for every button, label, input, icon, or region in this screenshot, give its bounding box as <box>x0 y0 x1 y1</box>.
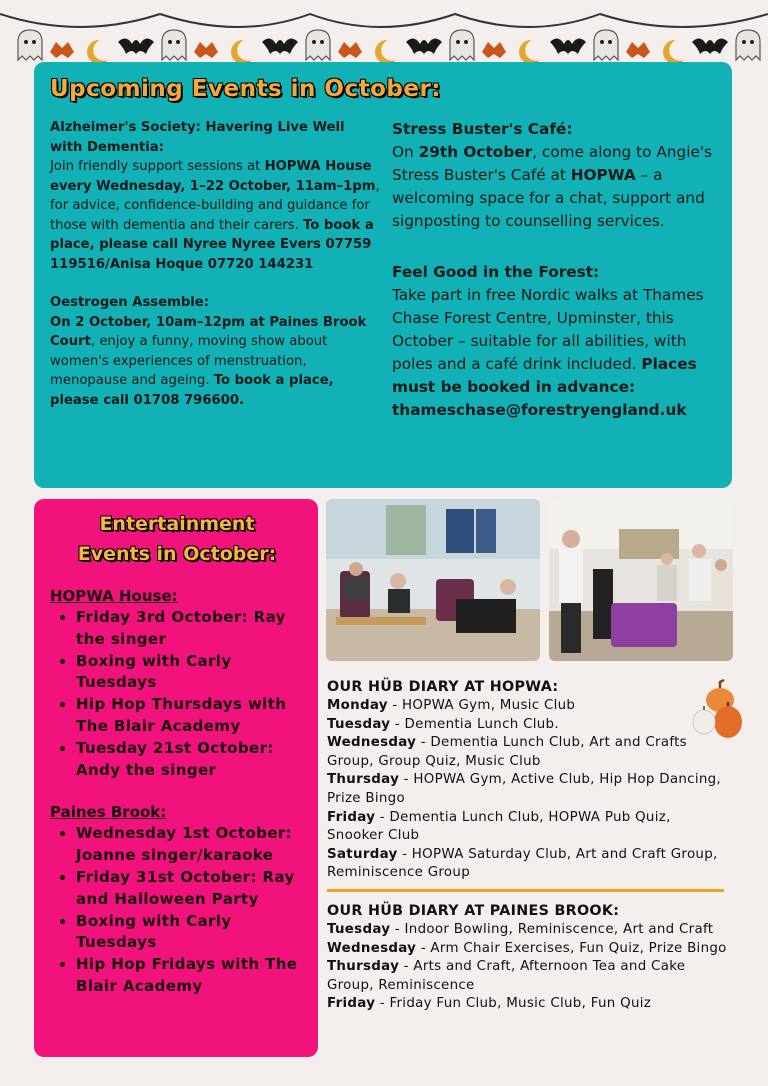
diary-paines-brook <box>327 903 727 1014</box>
list-item-text: Hip Hop Thursdays with The Blair Academy <box>76 695 287 735</box>
event-text: , for advice, confidence-building and guidance for those with dementia and their carers. <box>50 178 380 233</box>
list-item-text: Friday 31st October: Ray and Halloween Party <box>76 867 295 908</box>
diary-activities: - Arm Chair Exercises, Fun Quiz, Prize Bingo <box>416 940 727 956</box>
event-heading: Stress Buster's Café: <box>392 120 573 138</box>
ghost-icon <box>306 30 330 60</box>
diary-day: Friday <box>327 996 376 1012</box>
diary-row <box>327 940 727 959</box>
moon-icon <box>231 40 252 64</box>
moon-icon <box>663 40 684 64</box>
diary-activities: - Indoor Bowling, Reminiscence, Art and Craft <box>390 922 714 937</box>
leaf-icon <box>50 42 74 58</box>
diary-hopwa <box>327 679 727 883</box>
diary-row <box>327 921 727 940</box>
venue-paines-brook: Paines Brook: <box>50 803 167 822</box>
leaf-icon <box>338 42 362 58</box>
diary-day: Tuesday <box>327 922 391 937</box>
diary-row <box>327 958 727 995</box>
diary-activities: - Dementia Lunch Club, HOPWA Pub Quiz, Snooker Club <box>327 809 671 844</box>
list-item <box>76 738 304 782</box>
section-divider <box>327 889 724 892</box>
list-item <box>76 911 304 955</box>
list-item-text: Boxing with Carly Tuesdays <box>76 911 232 952</box>
upcoming-left-column <box>50 118 380 429</box>
diary-row <box>327 771 727 808</box>
event-feel-good-forest <box>392 261 722 422</box>
event-booking: To book a place, please call Nyree Nyree Evers 07759 119516/Anisa Hoque 07720 144231 <box>50 217 374 272</box>
event-text-bold: HOPWA House every Wednesday, 1–22 October, 11am–1pm <box>50 159 376 194</box>
entertainment-title-line1: Entertainment <box>99 513 255 535</box>
photo-music-session <box>326 499 540 661</box>
ghost-icon <box>162 30 186 60</box>
bat-icon <box>550 38 586 54</box>
event-text-bold: HOPWA <box>570 166 636 184</box>
event-text: Join friendly support sessions at <box>50 159 265 174</box>
diary-day: Friday <box>327 809 376 825</box>
list-item-text: Wednesday 1st October: Joanne singer/karaoke <box>76 824 293 865</box>
diary-row <box>327 846 727 883</box>
event-alzheimers <box>50 118 380 274</box>
leaf-icon <box>194 42 218 58</box>
ghost-icon <box>450 30 474 60</box>
leaf-icon <box>482 42 506 58</box>
event-text-bold: 29th October <box>418 143 533 161</box>
diary-hopwa-title: OUR HÜB DIARY AT HOPWA: <box>327 679 559 695</box>
event-text: On <box>392 143 419 161</box>
venue-hopwa-house: HOPWA House: <box>50 587 178 605</box>
event-heading: Oestrogen Assemble: <box>50 295 210 310</box>
list-item-text: Tuesday 21st October: Andy the singer <box>76 738 274 779</box>
ghost-icon <box>594 30 618 60</box>
diary-activities: - Friday Fun Club, Music Club, Fun Quiz <box>375 996 652 1012</box>
ghost-icon <box>736 30 760 60</box>
event-text-bold: On 2 October, 10am–12pm at Paines Brook Court <box>50 314 367 349</box>
list-item <box>76 607 304 651</box>
event-booking: To book a place, please call 01708 796600. <box>50 373 334 408</box>
diary-activities: - Dementia Lunch Club, Art and Crafts Group, Group Quiz, Music Club <box>327 735 687 769</box>
event-text: – a welcoming space for a chat, support and signposting to counselling services. <box>392 166 705 230</box>
ghost-icon <box>18 30 42 60</box>
list-item-text: Friday 3rd October: Ray the singer <box>76 608 286 648</box>
diary-day: Thursday <box>327 772 400 788</box>
photo-singer-performance <box>549 499 733 661</box>
diary-paines-title: OUR HÜB DIARY AT PAINES BROOK: <box>327 903 620 919</box>
event-booking: Places must be booked in advance: thameschase@forestryengland.uk <box>392 355 697 419</box>
upcoming-events-panel <box>34 62 732 488</box>
diary-day: Wednesday <box>327 735 417 751</box>
upcoming-right-column <box>392 118 722 441</box>
diary-activities: - Arts and Craft, Afternoon Tea and Cake Group, Reminiscence <box>327 959 686 993</box>
diary-day: Tuesday <box>327 716 391 732</box>
event-stress-buster-cafe <box>392 118 722 233</box>
event-text: , come along to Angie's Stress Buster's Café at <box>392 143 713 184</box>
bat-icon <box>406 38 442 54</box>
diary-row <box>327 809 727 846</box>
event-heading: Feel Good in the Forest: <box>392 263 600 281</box>
diary-day: Saturday <box>327 846 398 862</box>
bat-icon <box>692 38 728 54</box>
list-item <box>76 651 304 695</box>
moon-icon <box>519 40 540 64</box>
diary-row <box>327 734 727 771</box>
diary-activities: - HOPWA Gym, Music Club <box>387 698 576 713</box>
entertainment-panel <box>34 499 318 1057</box>
diary-day: Thursday <box>327 959 400 975</box>
diary-row <box>327 716 727 735</box>
bat-icon <box>262 38 298 54</box>
upcoming-events-title: Upcoming Events in October: <box>50 76 441 102</box>
diary-activities: - HOPWA Saturday Club, Art and Craft Group, Reminiscence Group <box>327 846 718 881</box>
event-heading: Alzheimer's Society: Havering Live Well with Dementia: <box>50 120 345 155</box>
diary-day: Monday <box>327 698 388 713</box>
diary-activities: - Dementia Lunch Club. <box>390 716 559 732</box>
list-item-text: Hip Hop Fridays with The Blair Academy <box>76 955 298 995</box>
event-oestrogen-assemble <box>50 293 380 410</box>
list-item <box>76 694 304 738</box>
event-text: Take part in free Nordic walks at Thames Chase Forest Centre, Upminster, this October – suitable for all abilities, with poles and a café drink included. <box>392 286 704 373</box>
entertainment-title-line2: Events in October: <box>77 543 277 565</box>
bat-icon <box>118 38 154 54</box>
list-item-text: Boxing with Carly Tuesdays <box>76 651 232 692</box>
moon-icon <box>375 40 396 64</box>
venue-paines-list <box>50 823 304 997</box>
leaf-icon <box>626 42 650 58</box>
diary-row <box>327 697 727 716</box>
moon-icon <box>87 40 108 64</box>
event-text: , enjoy a funny, moving show about women's experiences of menstruation, menopause and ageing. <box>50 334 328 388</box>
list-item <box>76 954 304 998</box>
venue-hopwa-list <box>50 607 304 781</box>
list-item <box>76 867 304 911</box>
diary-row <box>327 995 727 1014</box>
entertainment-title <box>50 509 304 569</box>
diary-activities: - HOPWA Gym, Active Club, Hip Hop Dancing, Prize Bingo <box>327 772 721 806</box>
list-item <box>76 823 304 867</box>
diary-day: Wednesday <box>327 940 417 956</box>
